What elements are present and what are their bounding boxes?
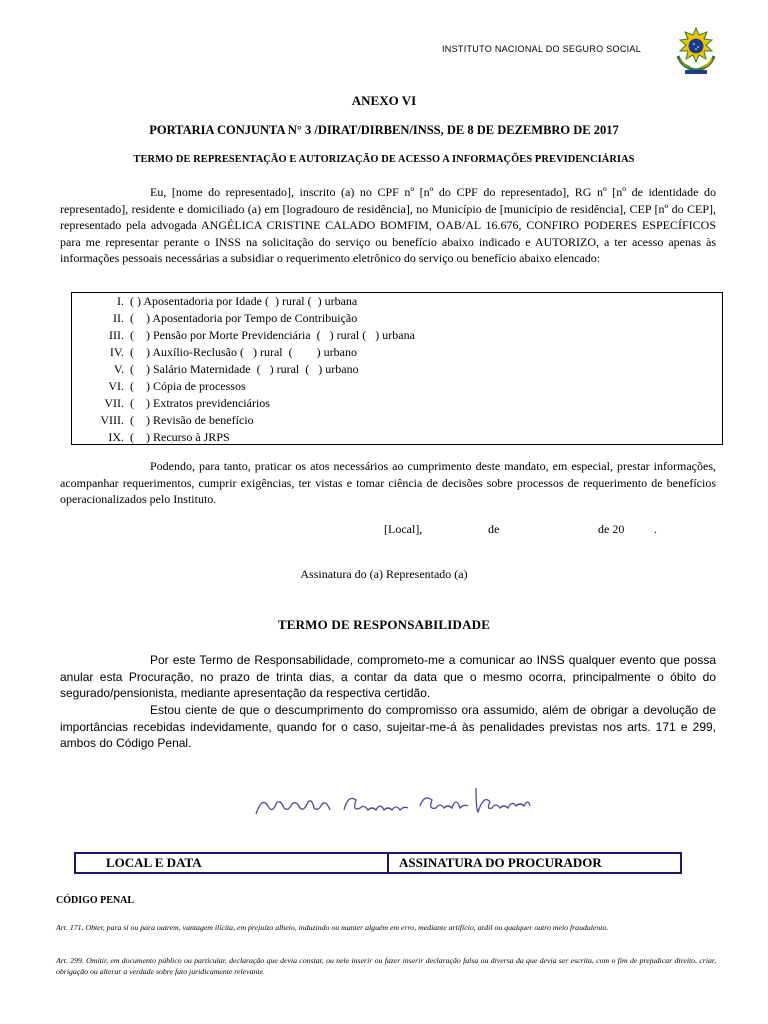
brazil-coat-of-arms-icon <box>672 26 720 76</box>
service-text: ( ) Pensão por Morte Previdenciária ( ) rural ( ) urbana <box>130 328 415 342</box>
termo-responsabilidade-title: TERMO DE RESPONSABILIDADE <box>277 617 491 632</box>
service-number: VII. <box>104 396 124 410</box>
portaria-title: PORTARIA CONJUNTA N° 3 /DIRAT/DIRBEN/INSS, DE 8 DE DEZEMBRO DE 2017 <box>149 123 619 137</box>
date-year: de 20 <box>598 522 625 536</box>
service-item <box>72 361 359 378</box>
service-number: IV. <box>109 345 124 359</box>
local-placeholder: [Local], <box>384 522 423 536</box>
service-text: ( ) Aposentadoria por Tempo de Contribuição <box>130 311 358 325</box>
service-text: ( ) Revisão de benefício <box>130 413 254 427</box>
termo-representacao-title: TERMO DE REPRESENTAÇÃO E AUTORIZAÇÃO DE ACESSO A INFORMAÇÕES PREVIDENCIÁRIAS <box>133 154 635 165</box>
service-item <box>72 293 357 310</box>
service-item <box>72 412 254 429</box>
service-number: VIII. <box>100 413 124 427</box>
date-end: . <box>654 522 657 536</box>
assinatura-procurador-cell: ASSINATURA DO PROCURADOR <box>387 854 680 872</box>
service-number: VI. <box>108 379 124 393</box>
codigo-penal-title: CÓDIGO PENAL <box>56 895 135 906</box>
service-item <box>72 395 270 412</box>
service-number: II. <box>113 311 124 325</box>
service-item <box>72 378 246 395</box>
service-text: ( ) Salário Maternidade ( ) rural ( ) urbano <box>130 362 359 376</box>
service-item <box>72 310 357 327</box>
paragraph-responsabilidade-1 <box>60 652 716 702</box>
art-171-text: Art. 171. Obter, para si ou para outrem, vantagem ilícita, em prejuízo alheio, induzindo ou manter alguém em erro, mediante artifício, ardil ou qualquer outro meio fraudulento. <box>56 923 609 932</box>
local-data-cell: LOCAL E DATA <box>106 855 202 870</box>
services-list-box <box>71 292 723 445</box>
service-number: IX. <box>108 430 124 444</box>
service-item <box>72 429 230 446</box>
art-299-text: Art. 299. Omitir, em documento público ou particular, declaração que devia constar, ou nele inserir ou fazer inserir declaração falsa ou diversa da que devia ser escrita, com o fim de prejudicar direito, criar, obrigação ou alterar a verdade sobre fato juridicamente relevante. <box>56 956 716 976</box>
paragraph-poderes-text: Podendo, para tanto, praticar os atos necessários ao cumprimento deste mandato, em especial, prestar informações, acompanhar requerimentos, cumprir exigências, ter vistas e tomar ciência de decisões sobre processos de requerimento de benefícios operacionalizados pelo Instituto. <box>60 459 716 506</box>
service-text: ( ) Cópia de processos <box>130 379 246 393</box>
paragraph-poderes <box>60 458 716 508</box>
service-item <box>72 344 357 361</box>
paragraph-responsabilidade-2 <box>60 702 716 752</box>
paragraph-representacao-text: Eu, [nome do representado], inscrito (a) no CPF nº [nº do CPF do representado], RG nº [nº de identidade do representado], residente e domiciliado (a) em [logradouro de residência], no Município de [município de residência], CEP [nº do CEP], representado pela advogada ANGÉLICA CRISTINE CALADO BOMFIM, OAB/AL 16.676, CONFIRO PODERES ESPECÍFICOS para me representar perante o INSS na solicitação do serviço ou benefício abaixo indicado e AUTORIZO, a ter acesso apenas às informações pessoais necessárias a subsidiar o requerimento eletrônico do serviço ou benefício abaixo elencado: <box>60 185 716 265</box>
signature-table <box>74 852 682 874</box>
paragraph-representacao <box>60 184 716 267</box>
date-de-1: de <box>488 522 500 536</box>
service-number: I. <box>117 294 124 308</box>
header-organization: INSTITUTO NACIONAL DO SEGURO SOCIAL <box>442 44 642 54</box>
paragraph-responsabilidade-1-text: Por este Termo de Responsabilidade, comprometo-me a comunicar ao INSS qualquer evento que possa anular esta Procuração, no prazo de trinta dias, a contar da data que o mesmo ocorra, principalmente o óbito do segurado/pensionista, mediante apresentação da respectiva certidão. <box>60 653 716 700</box>
service-text: ( ) Aposentadoria por Idade ( ) rural ( ) urbana <box>130 294 358 308</box>
service-text: ( ) Auxílio-Reclusão ( ) rural ( ) urbano <box>130 345 357 359</box>
service-text: ( ) Recurso à JRPS <box>130 430 230 444</box>
handwritten-signature <box>252 776 532 826</box>
representado-signature-label: Assinatura do (a) Representado (a) <box>300 567 468 581</box>
anexo-title: ANEXO VI <box>351 93 417 108</box>
service-number: V. <box>113 362 124 376</box>
service-text: ( ) Extratos previdenciários <box>130 396 270 410</box>
paragraph-responsabilidade-2-text: Estou ciente de que o descumprimento do compromisso ora assumido, além de obrigar a devolução de importâncias recebidas indevidamente, quando for o caso, sujeitar-me-á às penalidades previstas nos arts. 171 e 299, ambos do Código Penal. <box>60 703 716 750</box>
service-item <box>72 327 415 344</box>
service-number: III. <box>109 328 124 342</box>
